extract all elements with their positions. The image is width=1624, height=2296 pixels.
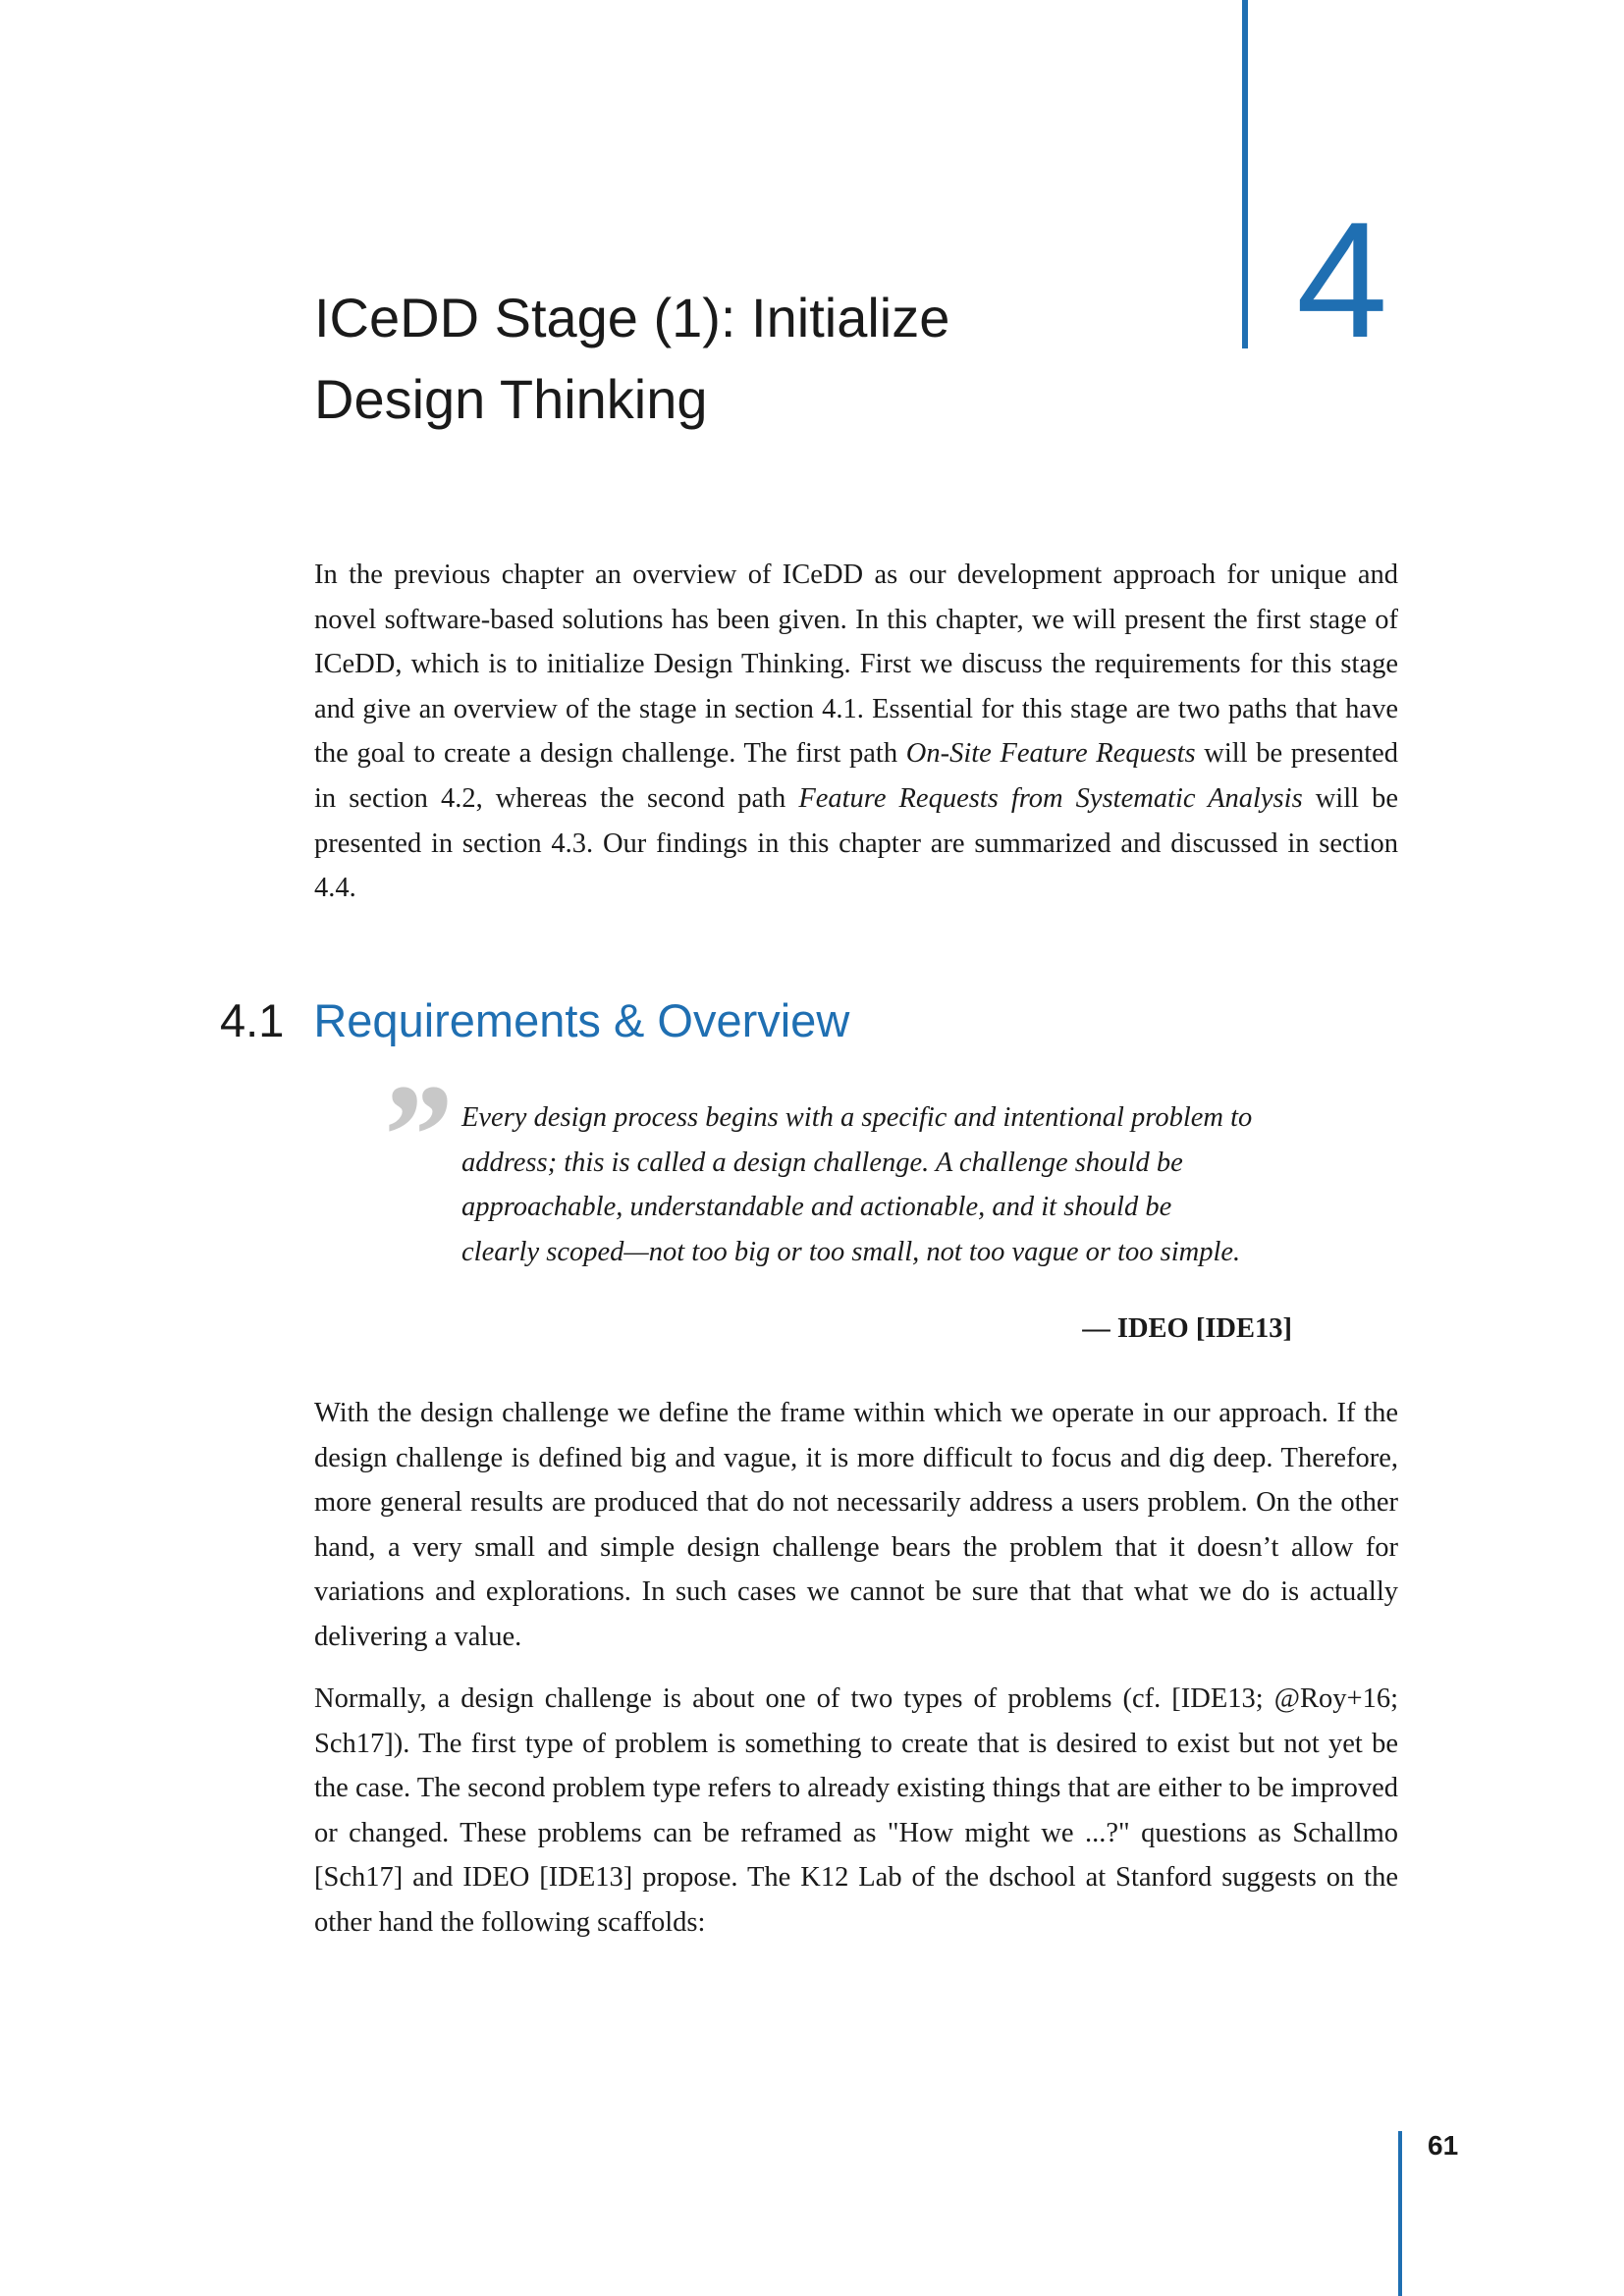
epigraph-quote <box>461 1095 1316 1274</box>
chapter-title <box>314 277 1198 440</box>
intro-path2-italic: Feature Requests from Systematic Analysis <box>798 782 1303 814</box>
intro-path1-italic: On-Site Feature Requests <box>905 738 1196 770</box>
chapter-title-line-2: Design Thinking <box>314 368 708 430</box>
quote-line-4: clearly scoped—not too big or too small, not too vague or too simple. <box>461 1236 1241 1267</box>
quote-mark-icon: ” <box>376 1054 450 1217</box>
chapter-title-line-1: ICeDD Stage (1): Initialize <box>314 287 950 348</box>
chapter-number: 4 <box>1296 187 1388 372</box>
page-number: 61 <box>1428 2130 1459 2161</box>
section-number: 4.1 <box>220 994 285 1046</box>
quote-line-2: address; this is called a design challenge. A challenge should be <box>461 1147 1183 1178</box>
section-title: Requirements & Overview <box>313 994 850 1046</box>
chapter-marker-rule <box>1242 0 1248 348</box>
intro-text-a: In the previous chapter an overview of ICeDD as our development approach for unique and novel software-based solutions has been given. In this chapter, we will present the first stage of ICeDD, which is to initialize Design Thinking. First we discuss the requirements for this stage and give an overview of the stage in section 4.1. Essential for this stage are two paths that have the goal to create a design challenge. The first path <box>314 560 1398 770</box>
section-heading <box>220 991 849 1050</box>
body-paragraph-1: With the design challenge we define the frame within which we operate in our approach. If the design challenge is defined big and vague, it is more difficult to focus and dig deep. Therefore, more general results are produced that do not necessarily address a users problem. On the other hand, a very small and simple design challenge bears the problem that it doesn’t allow for variations and explorations. In such cases we cannot be sure that that what we do is actually delivering a value. <box>314 1398 1398 1652</box>
quote-line-3: approachable, understandable and actionable, and it should be <box>461 1192 1172 1222</box>
quote-line-1: Every design process begins with a specific and intentional problem to <box>461 1102 1253 1133</box>
page-number-rule <box>1398 2131 1402 2296</box>
intro-text-b: will be presented in section 4.2, whereas the second path <box>314 738 1399 814</box>
intro-paragraph <box>314 553 1398 911</box>
quote-attribution: — IDEO [IDE13] <box>1082 1313 1292 1344</box>
body-paragraph-2: Normally, a design challenge is about one of two types of problems (cf. [IDE13; @Roy+16; Sch17]). The first type of problem is something to create that is desired to exist but not yet be the case. The second problem type refers to already existing things that are either to be improved or changed. These problems can be reframed as "How might we ...?" questions as Schallmo [Sch17] and IDEO [IDE13] propose. The K12 Lab of the dschool at Stanford suggests on the other hand the following scaffolds: <box>314 1683 1398 1938</box>
intro-text-c: will be presented in section 4.3. Our findings in this chapter are summarized and discussed in section 4.4. <box>314 782 1398 904</box>
